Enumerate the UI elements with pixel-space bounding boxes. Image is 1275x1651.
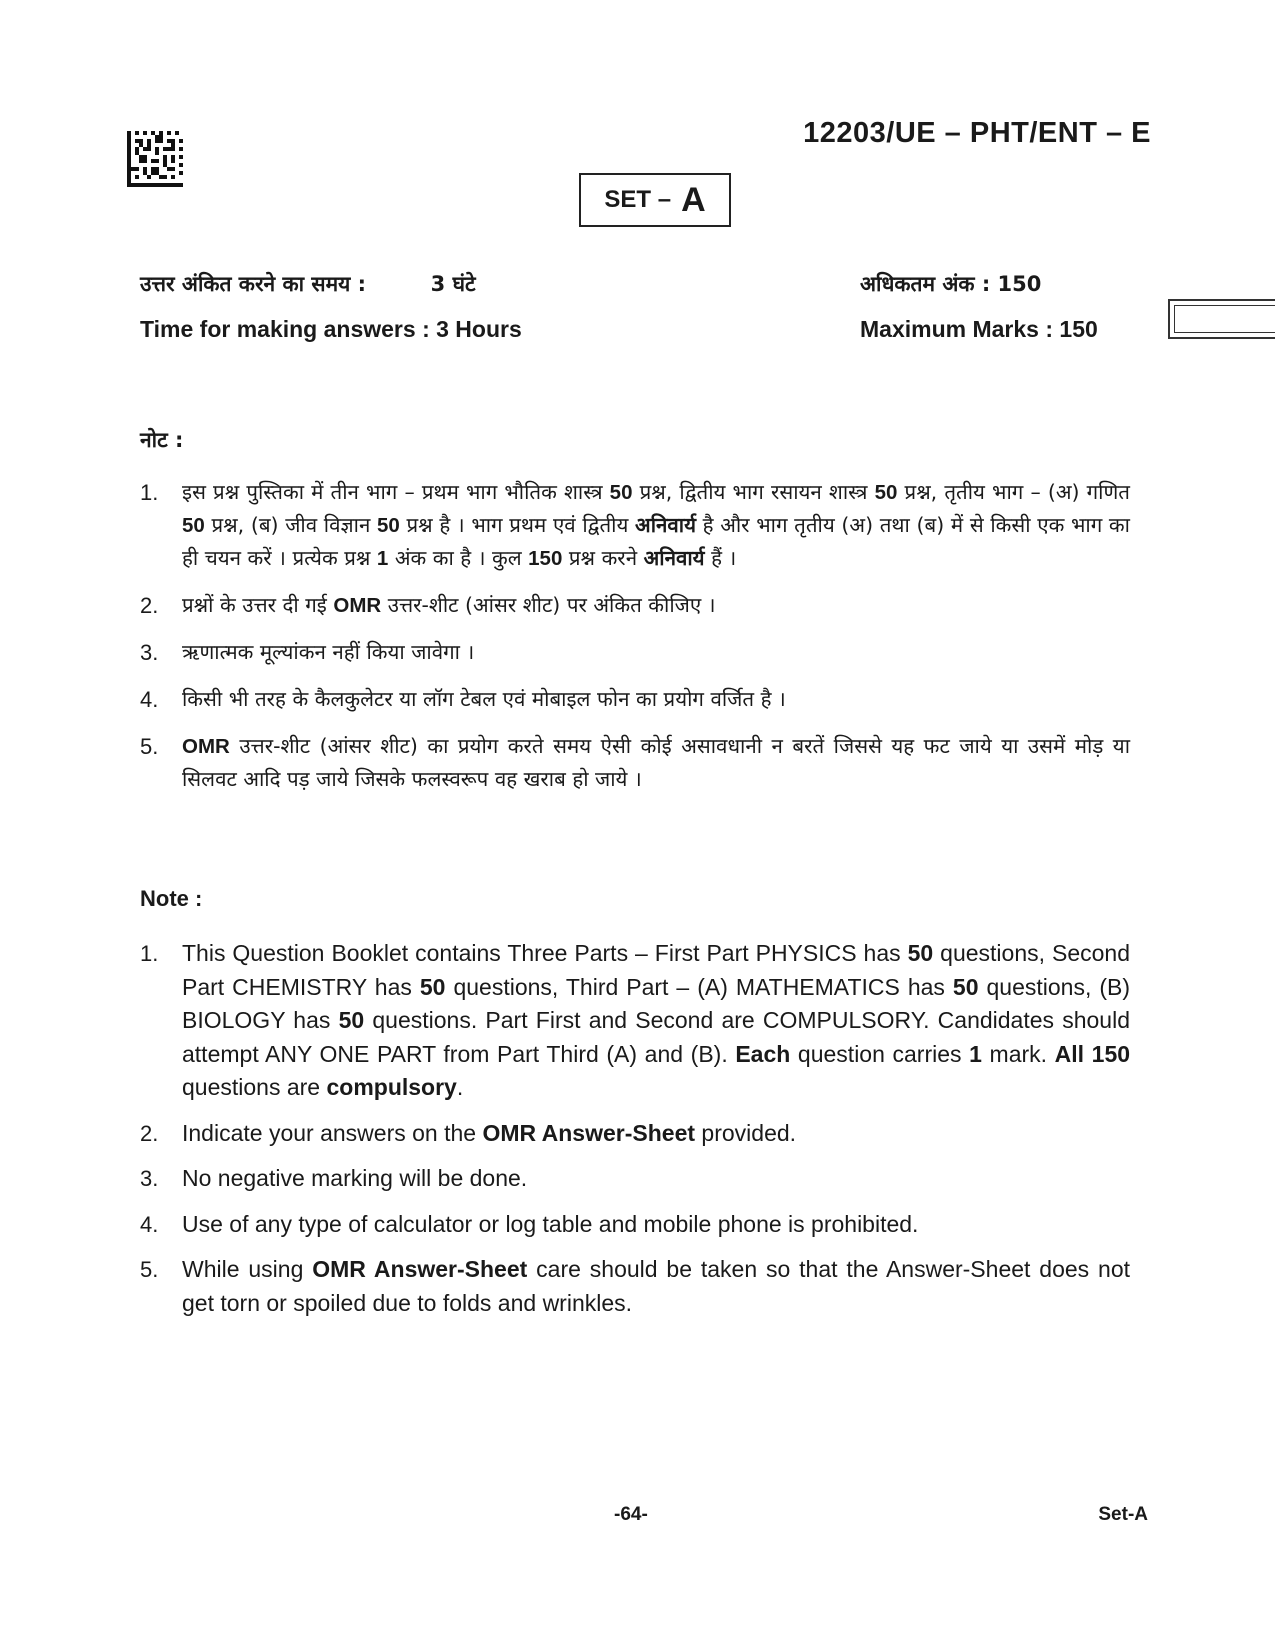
item-text: प्रश्न है । भाग प्रथम एवं द्वितीय <box>399 513 636 537</box>
time-hindi <box>140 270 476 298</box>
list-item <box>140 476 1130 575</box>
emphasis-text: All 150 <box>1054 1040 1131 1067</box>
item-number: 4. <box>140 687 159 712</box>
item-text: mark. <box>981 1040 1055 1067</box>
item-text: प्रश्न, द्वितीय भाग रसायन शास्त्र <box>632 480 875 504</box>
item-text: provided. <box>695 1119 797 1146</box>
item-text: प्रश्न करने <box>562 546 644 570</box>
emphasis-text: Each <box>735 1040 791 1067</box>
item-text: हैं । <box>704 546 737 570</box>
page-number: -64- <box>614 1504 648 1525</box>
emphasis-text: 50 <box>874 481 898 504</box>
item-text: अंक का है । कुल <box>388 546 529 570</box>
item-number: 1. <box>140 941 159 966</box>
item-text: questions are <box>182 1074 327 1100</box>
emphasis-text: OMR Answer-Sheet <box>312 1256 528 1282</box>
set-label: SET – <box>604 186 672 213</box>
item-text: questions, Third Part – (A) MATHEMATICS has <box>445 973 953 1000</box>
item-text: प्रश्नों के उत्तर दी गई <box>182 593 334 617</box>
emphasis-text: 50 <box>182 514 205 537</box>
list-item <box>140 937 1130 1105</box>
item-text: उत्तर-शीट (आंसर शीट) पर अंकित कीजिए । <box>381 593 716 617</box>
item-text: किसी भी तरह के कैलकुलेटर या लॉग टेबल एवं मोबाइल फोन का प्रयोग वर्जित है । <box>182 687 786 711</box>
item-text: इस प्रश्न पुस्तिका में तीन भाग – प्रथम भाग भौतिक शास्त्र <box>182 480 610 504</box>
emphasis-text: 50 <box>419 973 446 1000</box>
emphasis-text: अनिवार्य <box>643 547 705 570</box>
item-number: 2. <box>140 593 159 618</box>
emphasis-text: 50 <box>907 940 934 966</box>
item-text: ऋणात्मक मूल्यांकन नहीं किया जावेगा । <box>182 640 475 664</box>
item-text: प्रश्न, (ब) जीव विज्ञान <box>204 513 378 537</box>
list-item <box>140 683 1130 716</box>
emphasis-text: 150 <box>528 547 563 570</box>
footer-set: Set-A <box>1098 1504 1148 1525</box>
side-box <box>1168 299 1275 339</box>
emphasis-text: OMR <box>182 735 230 758</box>
item-number: 3. <box>140 1166 159 1191</box>
list-item <box>140 1208 1130 1242</box>
emphasis-text: अनिवार्य <box>635 514 696 537</box>
emphasis-text: OMR Answer-Sheet <box>482 1119 696 1146</box>
emphasis-text: 50 <box>338 1007 365 1033</box>
item-text: उत्तर-शीट (आंसर शीट) का प्रयोग करते समय ऐसी कोई असावधानी न बरतें जिससे यह फट जाये या उसमें मोड़ या सिलवट आदि पड़ जाये जिसके फलस्वरूप वह खराब हो जाये । <box>182 734 1130 791</box>
item-text: questions, Second Part CHEMISTRY has <box>182 940 1130 1000</box>
list-item <box>140 589 1130 622</box>
marks-hindi: अधिकतम अंक : 150 <box>860 272 1042 296</box>
set-box <box>579 173 731 227</box>
item-number: 2. <box>140 1120 159 1146</box>
item-text: questions. Part First and Second are COMPULSORY. Candidates should attempt ANY ONE PART from Part Third (A) and (B). <box>182 1007 1130 1067</box>
item-text: Indicate your answers on the <box>182 1119 483 1146</box>
qr-code <box>127 131 183 187</box>
list-item <box>140 1253 1130 1320</box>
item-text: question carries <box>790 1040 970 1067</box>
note-hindi-list <box>140 476 1130 810</box>
item-number: 3. <box>140 640 159 665</box>
item-text: care should be taken so that the Answer-Sheet does not get torn or spoiled due to folds and wrinkles. <box>182 1256 1130 1316</box>
item-text: है और भाग तृतीय (अ) तथा (ब) में से किसी एक भाग का ही चयन करें । प्रत्येक प्रश्न <box>182 513 1130 570</box>
item-text: No negative marking will be done. <box>182 1165 528 1191</box>
item-text: . <box>456 1074 464 1100</box>
emphasis-text: 50 <box>952 973 979 1000</box>
list-item <box>140 1117 1130 1151</box>
item-text: While using <box>182 1256 313 1282</box>
item-number: 1. <box>140 480 159 505</box>
item-text: Use of any type of calculator or log table and mobile phone is prohibited. <box>182 1210 919 1237</box>
item-text: प्रश्न, तृतीय भाग – (अ) गणित <box>897 480 1130 504</box>
time-hindi-label: उत्तर अंकित करने का समय : <box>140 272 367 296</box>
set-letter: A <box>681 180 706 219</box>
item-number: 5. <box>140 1257 159 1282</box>
item-number: 4. <box>140 1211 159 1237</box>
emphasis-text: OMR <box>333 594 382 617</box>
time-hindi-value: 3 घंटे <box>430 272 476 296</box>
item-number: 5. <box>140 734 159 759</box>
marks-english: Maximum Marks : 150 <box>860 316 1098 342</box>
paper-code: 12203/UE – PHT/ENT – E <box>803 117 1151 149</box>
emphasis-text: 1 <box>376 547 389 570</box>
note-hindi-heading: नोट : <box>140 428 184 452</box>
emphasis-text: 50 <box>609 481 633 504</box>
emphasis-text: 1 <box>969 1040 982 1067</box>
note-english-list <box>140 937 1130 1332</box>
emphasis-text: compulsory <box>326 1074 457 1100</box>
item-text: questions, (B) BIOLOGY has <box>182 973 1130 1033</box>
time-english: Time for making answers : 3 Hours <box>140 316 522 342</box>
note-english-heading: Note : <box>140 886 203 911</box>
list-item <box>140 1162 1130 1196</box>
list-item <box>140 636 1130 669</box>
emphasis-text: 50 <box>377 514 400 537</box>
item-text: This Question Booklet contains Three Parts – First Part PHYSICS has <box>182 940 908 966</box>
list-item <box>140 730 1130 796</box>
